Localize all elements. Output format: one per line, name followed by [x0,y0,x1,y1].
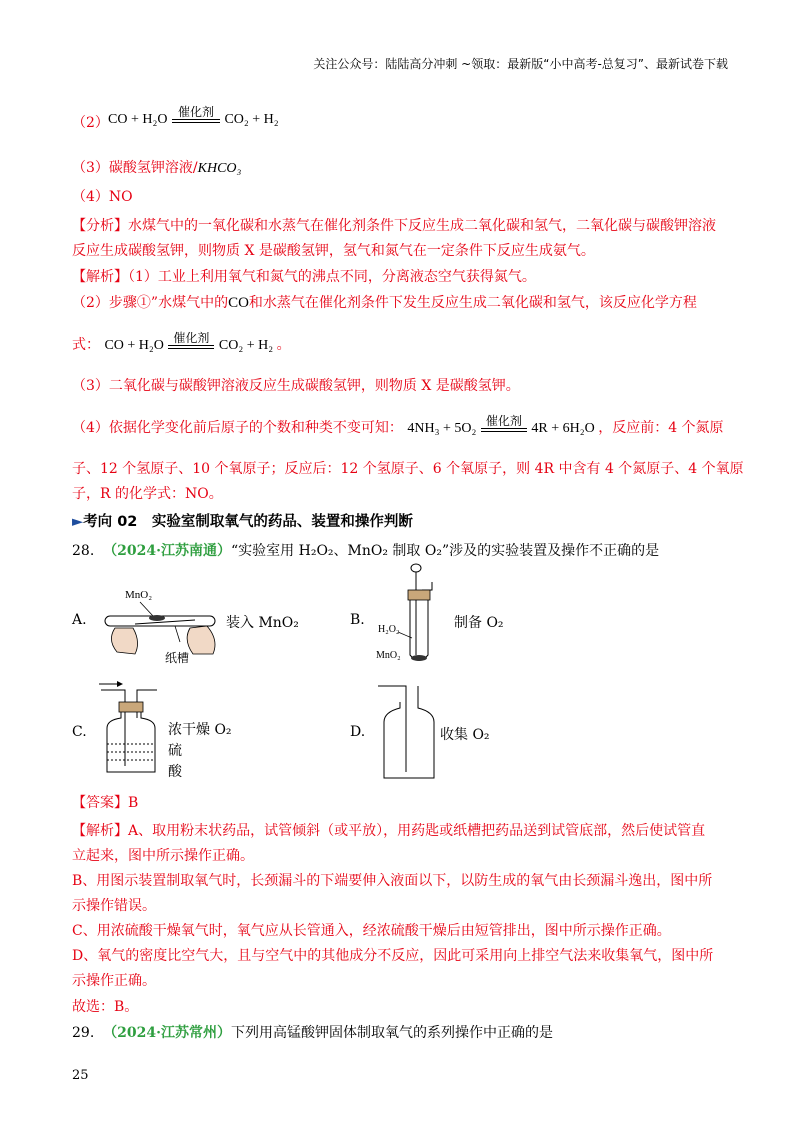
page-number: 25 [72,1068,89,1083]
q28-exp-d1: D、氧气的密度比空气大，且与空气中的其他成分不反应，因此可采用向上排空气法来收集氧气，图中所 [72,948,714,964]
q28-exp-a1 [72,820,705,840]
answer-2-equation [108,105,279,128]
question-text: “实验室用 H₂O₂、MnO₂ 制取 O₂”涉及的实验装置及操作不正确的是 [231,543,660,559]
explanation-p4d: 子，R 的化学式：NO。 [72,486,223,502]
question-number: 29. [72,1025,95,1041]
catalyst-label: 催化剂 [173,331,210,345]
explanation-tag: 【解析】 [72,823,128,839]
analysis-tag: 【分析】 [72,218,128,234]
explanation-p2 [72,292,697,312]
q28-exp-b2: 示操作错误。 [72,898,156,914]
c-caption-line-3: 酸 [168,764,182,780]
option-c-figure [95,678,165,778]
option-a-label: A. [72,612,87,628]
analysis-line-1 [72,215,716,235]
question-number: 28. [72,543,95,559]
catalyst-label: 催化剂 [177,105,214,119]
catalyst-arrow [172,105,220,123]
q28-exp-b1: B、用图示装置制取氧气时，长颈漏斗的下端要伸入液面以下，以防生成的氧气由长颈漏斗逸出，图中所 [72,873,713,889]
explanation-p2a: （2）步骤①”水煤气中的 [72,295,229,311]
explanation-p4b: ，反应前：4 个氮原 [598,420,724,436]
catalyst-arrow [481,414,527,432]
b-h2o2-label: H₂O₂ [378,624,400,635]
equation-left: 4NH₃ + 5O₂ [407,421,477,436]
answer-3-formula: KHCO₃ [197,161,242,176]
b-mno2-label: MnO₂ [376,650,401,661]
explanation-p4 [72,414,724,437]
option-b-figure [372,560,452,675]
option-c-caption [168,720,238,783]
option-b-label: B. [350,612,365,628]
section-heading [72,510,413,531]
equation-right: CO₂ + H₂ [218,338,274,353]
explanation-p1-text: （1）工业上利用氧气和氮气的沸点不同，分离液态空气获得氮气。 [128,269,536,285]
option-a-figure [95,580,225,670]
q28-exp-c: C、用浓硫酸干燥氧气时，氧气应从长管通入，经浓硫酸干燥后由短管排出，图中所示操作正确。 [72,923,671,939]
equation-right: CO₂ + H₂ [224,112,279,127]
question-text: 下列用高锰酸钾固体制取氧气的系列操作中正确的是 [231,1025,554,1041]
explanation-p4c: 子、12 个氢原子、10 个氧原子；反应后：12 个氢原子、6 个氧原子，则 4R 中含有 4 个氮原子、4 个氧原 [72,461,744,477]
explanation-tag: 【解析】 [72,269,128,285]
explanation-p4-equation [407,414,598,436]
q28-conclusion: 故选：B。 [72,999,139,1015]
catalyst-arrow [168,331,214,349]
explanation-p3: （3）二氧化碳与碳酸钾溶液反应生成碳酸氢钾，则物质 X 是碳酸氢钾。 [72,378,520,394]
explanation-p1 [72,266,536,286]
analysis-line-2: 反应生成碳酸氢钾，则物质 X 是碳酸氢钾，氢气和氮气在一定条件下反应生成氨气。 [72,243,595,259]
answer-line [72,792,138,812]
equation-left: CO + H₂O [104,338,164,353]
question-source: （2024·江苏南通） [103,543,232,559]
section-title: 考向 02 实验室制取氧气的药品、装置和操作判断 [83,514,413,530]
question-28-stem [72,540,659,560]
explanation-p2b: 和水蒸气在催化剂条件下发生反应生成二氧化碳和氢气，该反应化学方程 [248,295,697,311]
a-paper-label: 纸槽 [165,651,190,665]
explanation-p2-equation-line [72,331,291,354]
explanation-p2-co: CO [228,295,249,311]
explanation-p4a: （4）依据化学变化前后原子的个数和种类不变可知： [72,420,403,436]
option-d-label: D. [350,724,366,740]
section-arrow-icon: ► [72,514,84,530]
explanation-p2-end: 。 [276,337,291,353]
answer-4-number: （4） [72,189,109,205]
question-29-stem [72,1022,553,1042]
answer-3 [72,157,241,177]
answer-value: B [128,795,139,811]
option-c-label: C. [72,724,87,740]
explanation-p2-equation [104,331,276,353]
option-a-caption: 装入 MnO₂ [226,615,299,631]
q28-exp-d2: 示操作正确。 [72,973,156,989]
q28-exp-a2: 立起来，图中所示操作正确。 [72,848,254,864]
option-b-caption: 制备 O₂ [454,615,504,631]
analysis-text-1: 水煤气中的一氧化碳和水蒸气在催化剂条件下反应生成二氧化碳和氢气，二氧化碳与碳酸钾溶液 [128,218,716,234]
c-caption-line-2: 硫 [168,743,182,759]
question-source: （2024·江苏常州） [103,1025,232,1041]
catalyst-label: 催化剂 [485,414,522,428]
explanation-a1: A、取用粉末状药品，试管倾斜（或平放），用药匙或纸槽把药品送到试管底部，然后使试管直 [128,823,706,839]
answer-tag: 【答案】 [72,795,128,811]
answer-3-number: （3） [72,160,109,176]
explanation-p2c: 式： [72,337,100,353]
equation-left: CO + H₂O [108,112,168,127]
c-caption-line-1: 浓干燥 O₂ [168,722,232,738]
answer-3-text: 碳酸氢钾溶液/ [108,160,198,176]
answer-2-number: （2） [72,115,109,131]
option-d-caption: 收集 O₂ [440,727,490,743]
equation-right: 4R + 6H₂O [531,421,595,436]
page-header: 关注公众号：陆陆高分冲刺 ~领取：最新版“小中高考-总复习”、最新试卷下载 [313,57,728,71]
answer-4 [72,186,133,206]
a-mno2-label: MnO₂ [125,589,153,601]
answer-4-text: NO [108,189,133,205]
option-d-figure [372,682,442,782]
